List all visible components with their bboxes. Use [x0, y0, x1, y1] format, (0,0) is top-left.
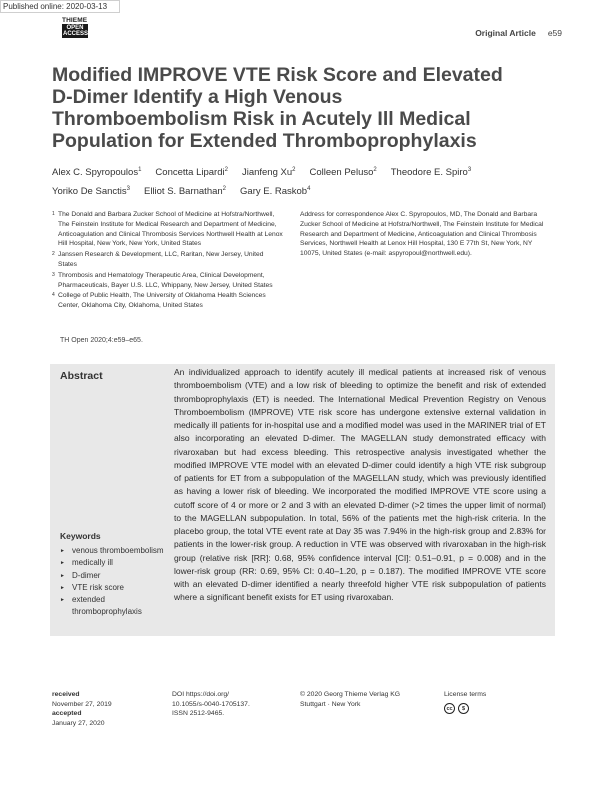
correspondence-address: Address for correspondence Alex C. Spyropoulos, MD, The Donald and Barbara Zucker School of Medicine at Hofstra/Northwell, The Feinstein Institute for Medical Research and Department of Medicine, Anticoagulation and Clinical Thrombosis Services, Northwell Health at Lenox Hill Hospital, 130 E 77th St, New York, NY 10075, United States (e-mail: aspyropoul@northwell.edu). [300, 211, 544, 258]
keyword-bullet-icon: ► [60, 597, 65, 604]
issn: ISSN 2512-9465. [172, 710, 225, 717]
abstract-text: An individualized approach to identify acutely ill medical patients at increased risk of venous thromboembolism (VTE) and a low risk of bleeding to optimize the benefit and risk of extended thromboprophylaxis (ET) is needed. The International Medical Prevention Registry on Venous Thromboembolism (IMPROVE) VTE risk score has undergone extensive external validation in medically ill patients for in-hospital use and a modified model was used in the MARINER trial of ET also incorporating an elevated D-dimer. The MAGELLAN study demonstrated efficacy with rivaroxaban but had excess bleeding. This retrospective analysis investigated whether the modified IMPROVE VTE model with an elevated D-dimer could identify a high VTE risk subgroup of patients for ET from a subpopulation of the MAGELLAN study, which was previously identified as having a lower risk of bleeding. We incorporated the modified IMPROVE VTE score using a cutoff score of 4 or more or 2 and 3 with an elevated D-dimer (>2 times the upper limit of normal) to the MAGELLAN subpopulation. In total, 56% of the patients met the high-risk criteria. In the placebo group, the total VTE event rate at Day 35 was 7.94% in the high-risk group and 2.83% for patients in the lower-risk group. A reduction in VTE was observed with rivaroxaban in the high-risk group (relative risk [RR]: 0.68, 95% confidence interval [CI]: 0.51–0.91, p = 0.008) and in the lower-risk group (RR: 0.69, 95% CI: 0.40–1.20, p = 0.187). The modified IMPROVE VTE score with an elevated D-dimer identified a nearly threefold higher VTE risk subpopulation of patients where a significant benefit exists for ET using rivaroxaban. [174, 367, 546, 603]
received-date: November 27, 2019 [52, 700, 112, 708]
affiliation-item [52, 271, 284, 291]
logo-open-access-block [62, 24, 88, 38]
author-name: Colleen Peluso$^2$ [309, 167, 377, 179]
received-dates [52, 690, 152, 728]
affiliation-item [52, 210, 284, 249]
doi-block [172, 690, 282, 719]
license-block [444, 690, 514, 714]
affiliation-text: College of Public Health, The University of Oklahoma Health Sciences Center, Oklahoma City, Oklahoma, United States [58, 292, 266, 310]
running-header [475, 28, 562, 38]
journal-citation: TH Open 2020;4:e59–e65. [60, 337, 143, 344]
copyright-line-1: © 2020 Georg Thieme Verlag KG [300, 691, 401, 698]
keyword-text: venous thromboembolism [72, 546, 164, 555]
author-name: Yoriko De Sanctis$^3$ [52, 186, 130, 198]
affiliations [52, 210, 284, 312]
affiliation-text: Janssen Research & Development, LLC, Raritan, New Jersey, United States [58, 251, 264, 268]
accepted-label: accepted [52, 710, 82, 717]
received-label: received [52, 691, 80, 698]
affiliation-text: The Donald and Barbara Zucker School of Medicine at Hofstra/Northwell, The Feinstein Institute for Medical Research and Department of Medicine, Anticoagulation and Clinical Thrombosis Services Northwell Health at Lenox Hill Hospital, New York, New York, United States [58, 211, 283, 248]
author-affiliation-marker: 2 [373, 167, 377, 173]
copyright-line-2: Stuttgart · New York [300, 700, 361, 708]
thieme-open-access-logo [62, 17, 88, 38]
article-section: Original Article [475, 28, 536, 38]
keywords-list [60, 545, 168, 619]
author-affiliation-marker: 2 [224, 167, 228, 173]
affiliation-number: 1 [52, 211, 55, 217]
article-title: Modified IMPROVE VTE Risk Score and Elevated D-Dimer Identify a High Venous Thromboembolism Risk in Acutely Ill Medical Population for Extended Thromboprophylaxis [52, 64, 503, 152]
affiliation-item [52, 291, 284, 311]
affiliation-number: 4 [52, 292, 55, 299]
abstract-heading: Abstract [60, 370, 103, 382]
keyword-item [60, 594, 168, 619]
noncommercial-icon: $ [458, 703, 469, 714]
author-name: Alex C. Spyropoulos$^1$ [52, 167, 142, 179]
logo-open-text: OPEN [66, 25, 84, 31]
license-label: License terms [444, 691, 487, 698]
keyword-text: extended thromboprophylaxis [72, 595, 142, 617]
keyword-bullet-icon: ► [60, 572, 65, 579]
keyword-item [60, 582, 168, 594]
author-affiliation-marker: 2 [292, 167, 296, 173]
author-list [52, 162, 552, 200]
page-number: e59 [547, 28, 562, 38]
author-name: Jianfeng Xu$^2$ [241, 167, 296, 179]
keyword-item [60, 545, 168, 557]
keyword-bullet-icon: ► [60, 560, 65, 567]
author-name: Theodore E. Spiro$^3$ [390, 167, 472, 179]
accepted-date: January 27, 2020 [52, 719, 105, 727]
author-affiliation-marker: 2 [222, 186, 227, 193]
keyword-text: medically ill [72, 558, 113, 568]
keywords-heading: Keywords [60, 531, 101, 541]
author-affiliation-marker: 1 [138, 167, 142, 173]
keyword-text: VTE risk score [72, 582, 125, 592]
cc-icon: cc [444, 703, 455, 714]
copyright-block [300, 690, 430, 709]
author-affiliation-marker: 3 [467, 167, 472, 173]
published-online-banner: Published online: 2020-03-13 [0, 0, 120, 13]
affiliation-text: Thrombosis and Hematology Therapeutic Area, Clinical Development, Pharmaceuticals, Bayer U.S. LLC, Whippany, New Jersey, United States [58, 271, 273, 289]
author-name: Gary E. Raskob$^4$ [240, 186, 311, 198]
keyword-bullet-icon: ► [60, 548, 65, 554]
keyword-bullet-icon: ► [60, 584, 65, 591]
keyword-item [60, 570, 168, 582]
author-affiliation-marker: 3 [126, 186, 130, 193]
author-name: Elliot S. Barnathan$^2$ [143, 186, 227, 198]
author-name: Concetta Lipardi$^2$ [155, 167, 228, 179]
doi-line-2[interactable]: 10.1055/s-0040-1705137. [172, 700, 250, 708]
cc-license-icons[interactable] [444, 703, 514, 714]
doi-line-1[interactable]: DOI https://doi.org/ [172, 691, 230, 698]
author-affiliation-marker: 4 [307, 186, 311, 193]
keyword-item [60, 557, 168, 569]
affiliation-number: 2 [52, 251, 55, 258]
affiliation-item [52, 250, 284, 270]
keyword-text: D-dimer [72, 570, 101, 580]
logo-thieme-text: THIEME [62, 17, 88, 24]
logo-access-text: ACCESS [63, 31, 89, 37]
affiliation-number: 3 [52, 271, 55, 278]
